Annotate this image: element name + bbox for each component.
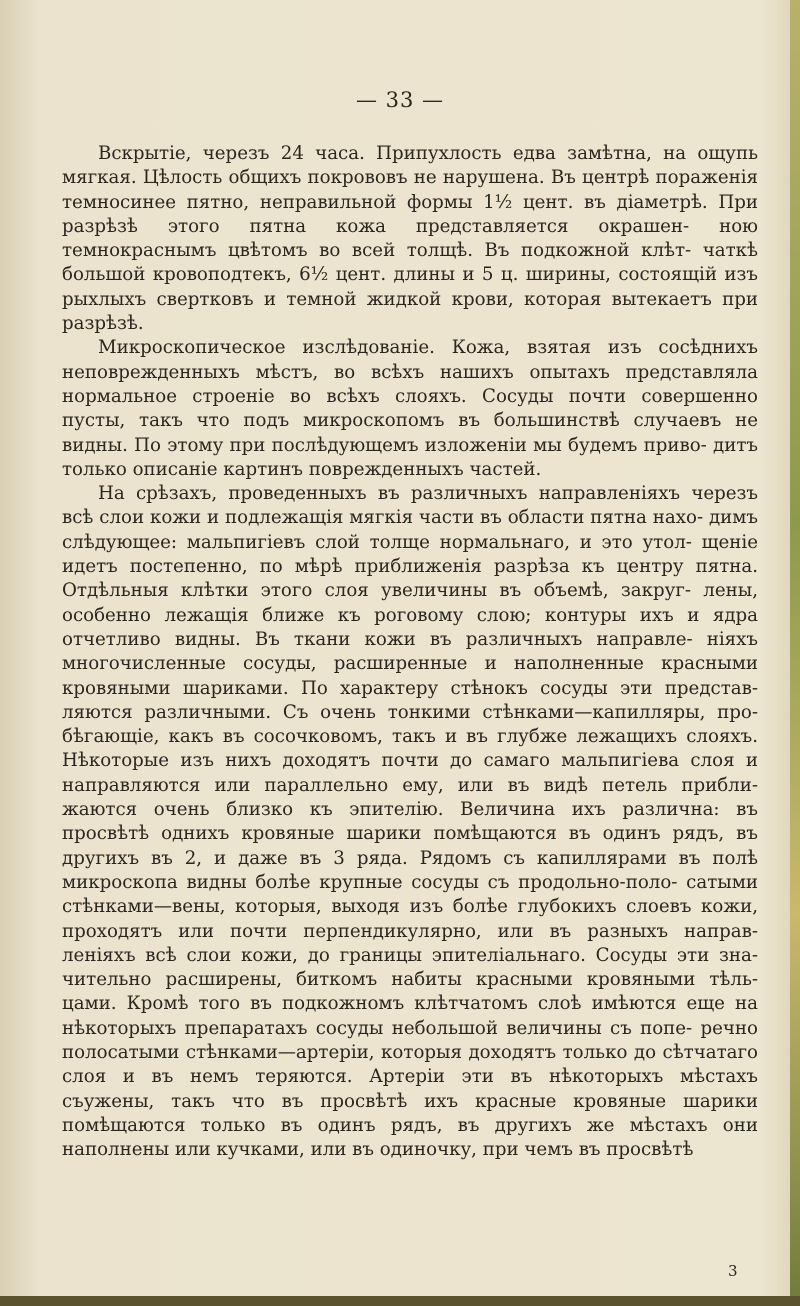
body-text xyxy=(62,142,758,1162)
page-edge-strip xyxy=(790,0,800,1306)
page-bottom-edge xyxy=(0,1296,800,1306)
paragraph-sections: На срѣзахъ, проведенныхъ въ различныхъ направленіяхъ черезъ всѣ слои кожи и подлежащія мягкія части въ области пятна нахо- димъ слѣдующее: мальпигіевъ слой толще нормальнаго, и это утол- щеніе идетъ постепенно, по мѣрѣ приближенія разрѣза къ центру пятна. Отдѣльныя клѣтки этого слоя увеличины въ объемѣ, закруг- лены, особенно лежащія ближе къ роговому слою; контуры ихъ и ядра отчетливо видны. Въ ткани кожи въ различныхъ направле- ніяхъ многочисленные сосуды, расширенные и наполненные красными кровяными шариками. По характеру стѣнокъ сосуды эти представ- ляются различными. Съ очень тонкими стѣнками—капилляры, про- бѣгающіе, какъ въ сосочковомъ, такъ и въ глубже лежащихъ слояхъ. Нѣкоторые изъ нихъ доходятъ почти до самаго мальпигіева слоя и направляются или параллельно ему, или въ видѣ петель прибли- жаются очень близко къ эпителію. Величина ихъ различна: въ просвѣтѣ однихъ кровяные шарики помѣщаются въ одинъ рядъ, въ другихъ въ 2, и даже въ 3 ряда. Рядомъ съ капиллярами въ полѣ микроскопа видны болѣе крупные сосуды съ продольно-поло- сатыми стѣнками—вены, которыя, выходя изъ болѣе глубокихъ слоевъ кожи, проходятъ или почти перпендикулярно, или въ разныхъ направ- леніяхъ всѣ слои кожи, до границы эпителіальнаго. Сосуды эти зна- чительно расширены, биткомъ набиты красными кровяными тѣль- цами. Кромѣ того въ подкожномъ клѣтчатомъ слоѣ имѣются еще на нѣкоторыхъ препаратахъ сосуды небольшой величины съ попе- речно полосатыми стѣнками—артеріи, которыя доходятъ только до сѣтчатаго слоя и въ немъ теряются. Артеріи эти въ нѣкоторыхъ мѣстахъ съужены, такъ что въ просвѣтѣ ихъ красные кровяные шарики помѣщаются только въ одинъ рядъ, въ другихъ же мѣстахъ они наполнены или кучками, или въ одиночку, при чемъ въ просвѣтѣ xyxy=(62,483,758,1161)
page-number-header: — 33 — xyxy=(355,88,445,112)
paragraph-microscopy: Микроскопическое изслѣдованіе. Кожа, взятая изъ сосѣднихъ неповрежденныхъ мѣстъ, во всѣхъ нашихъ опытахъ представляла нормальное строеніе во всѣхъ слояхъ. Сосуды почти совершенно пусты, такъ что подъ микроскопомъ въ большинствѣ случаевъ не видны. По этому при послѣдующемъ изложеніи мы будемъ приво- дитъ только описаніе картинъ поврежденныхъ частей. xyxy=(62,337,758,480)
paragraph-autopsy: Вскрытіе, черезъ 24 часа. Припухлость едва замѣтна, на ощупь мягкая. Цѣлость общихъ покрововъ не нарушена. Въ центрѣ пораженія темносинее пятно, неправильной формы 1½ цент. въ діаметрѣ. При разрѣзѣ этого пятна кожа представляется окрашен- ною темнокраснымъ цвѣтомъ во всей толщѣ. Въ подкожной клѣт- чаткѣ большой кровоподтекъ, 6½ цент. длины и 5 ц. ширины, состоящій изъ рыхлыхъ свертковъ и темной жидкой крови, которая вытекаетъ при разрѣзѣ. xyxy=(62,143,758,335)
printer-signature: 3 xyxy=(728,1262,738,1280)
